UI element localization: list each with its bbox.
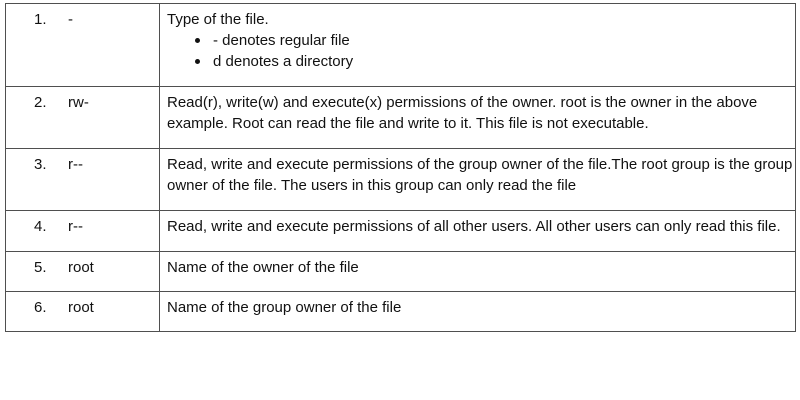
bullet-item-text: d denotes a directory <box>213 53 354 70</box>
permission-field-value: - <box>68 11 73 28</box>
table-row <box>6 291 795 331</box>
table-row <box>6 210 795 251</box>
permission-field-value: r-- <box>68 218 83 235</box>
description-cell <box>160 4 795 86</box>
description-cell <box>160 149 795 210</box>
table-row <box>6 86 795 148</box>
field-cell <box>6 149 160 210</box>
field-cell <box>6 211 160 251</box>
table-row <box>6 251 795 291</box>
row-number: 6. <box>34 299 47 316</box>
permission-field-value: rw- <box>68 94 89 111</box>
file-permissions-table <box>5 3 796 332</box>
permission-field-value: root <box>68 299 94 316</box>
description-cell <box>160 87 795 148</box>
bullet-icon <box>195 59 200 64</box>
field-cell <box>6 87 160 148</box>
bullet-item <box>195 30 795 51</box>
table-row <box>6 4 795 86</box>
description-text: Read, write and execute permissions of the group owner of the file.The root group is the group owner of the file. The users in this group can only read the file <box>167 156 793 194</box>
row-number: 5. <box>34 259 47 276</box>
permission-field-value: r-- <box>68 156 83 173</box>
row-number: 2. <box>34 94 47 111</box>
description-text: Name of the owner of the file <box>167 259 359 276</box>
table-row <box>6 148 795 210</box>
description-text: Read(r), write(w) and execute(x) permissions of the owner. root is the owner in the above example. Root can read the file and write to it. This file is not executable. <box>167 94 758 132</box>
permission-field-value: root <box>68 259 94 276</box>
row-number: 3. <box>34 156 47 173</box>
bullet-item <box>195 51 795 72</box>
description-text: Read, write and execute permissions of all other users. All other users can only read this file. <box>167 218 781 235</box>
description-cell <box>160 211 795 251</box>
description-text: Type of the file. <box>167 11 269 28</box>
description-cell <box>160 292 795 331</box>
bullet-item-text: - denotes regular file <box>213 32 350 49</box>
row-number: 1. <box>34 11 47 28</box>
field-cell <box>6 4 160 86</box>
row-number: 4. <box>34 218 47 235</box>
description-text: Name of the group owner of the file <box>167 299 402 316</box>
description-cell <box>160 252 795 291</box>
bullet-icon <box>195 38 200 43</box>
field-cell <box>6 292 160 331</box>
field-cell <box>6 252 160 291</box>
